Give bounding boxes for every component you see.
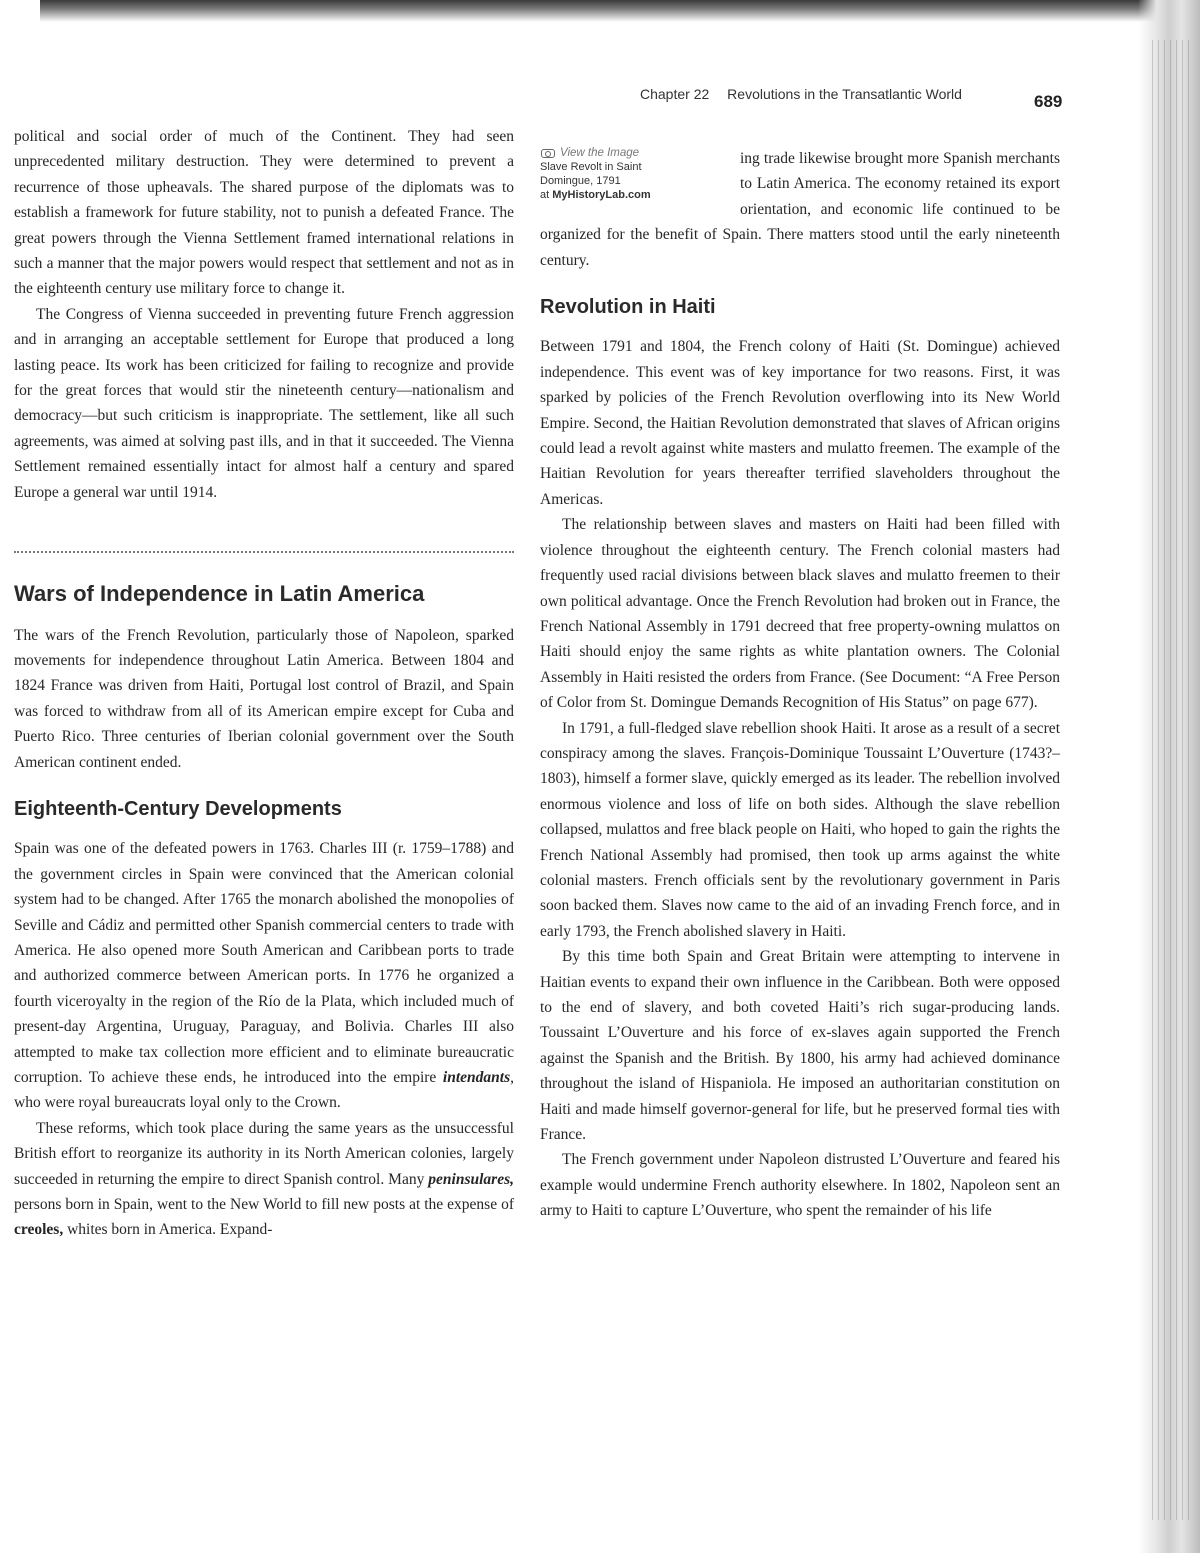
caption-line: Slave Revolt in Saint	[540, 161, 642, 173]
paragraph: The French government under Napoleon distrusted L’Ouverture and feared his example would undermine French authority elsewhere. In 1802, Napoleon sent an army to Haiti to capture L’Ouverture, who spent the remainder of his life	[540, 1151, 1060, 1220]
page-number: 689	[1034, 92, 1063, 111]
intro-block	[540, 142, 1060, 273]
paragraph: In 1791, a full-fledged slave rebellion shook Haiti. It arose as a result of a secret conspiracy among the slaves. François-Dominique Toussaint L’Ouverture (1743?–1803), himself a former slave, quickly emerged as its leader. The rebellion involved enormous violence and loss of life on both sides. Although the slave rebellion collapsed, mulattos and free black people on Haiti, who hoped to gain the rights the French National Assembly had promised, then took up arms against the white colonial masters. French officials sent by the revolutionary government in Paris soon backed them. Slaves now came to the aid of an invading French force, and in early 1793, the French abolished slavery in Haiti.	[540, 719, 1060, 940]
key-term-text: intendants	[442, 1069, 511, 1086]
left-column	[14, 124, 514, 1243]
right-column	[540, 142, 1060, 1224]
paragraph: By this time both Spain and Great Britain were attempting to intervene in Haitian events to expand their own influence in the Caribbean. Both were opposed to the end of slavery, and both coveted Haiti’s rich sugar-producing lands. Toussaint L’Ouverture and his force of ex-slaves again supported the French against the Spanish and the British. By 1800, his army had achieved dominance throughout the island of Hispaniola. He imposed an authoritarian constitution on Haiti and made himself governor-general for life, but he preserved formal ties with France.	[540, 948, 1060, 1144]
scan-top-shadow	[40, 0, 1180, 22]
camera-icon	[540, 147, 556, 159]
subsection-heading: Eighteenth-Century Developments	[14, 797, 342, 820]
view-label: View the Image	[560, 147, 640, 159]
section-heading: Wars of Independence in Latin America	[14, 581, 425, 607]
paragraph	[14, 836, 514, 1115]
running-head	[640, 86, 1080, 112]
site-name: MyHistoryLab.com	[552, 189, 651, 201]
key-term-text: peninsulares,	[428, 1170, 514, 1188]
scan-page-edges	[1152, 40, 1192, 1520]
paragraph: Between 1791 and 1804, the French colony of Haiti (St. Domingue) achieved independence. This event was of key importance for two reasons. First, it was sparked by policies of the French Revolution overflowing into its New World Empire. Second, the Haitian Revolution demonstrated that slaves of African origins could lead a revolt against white masters and mulatto freemen. The example of the Haitian Revolution for years thereafter terrified slaveholders throughout the Americas.	[540, 338, 1060, 508]
paragraph: The Congress of Vienna succeeded in preventing future French aggression and in arranging an acceptable settlement for Europe that produced a long lasting peace. Its work has been criticized for failing to recognize and provide for the great forces that would stir the nineteenth century—nationalism and democracy—but such criticism is inappropriate. The settlement, like all such agreements, was aimed at solving past ills, and in that it succeeded. The Vienna Settlement remained essentially intact for almost half a century and spared Europe a general war until 1914.	[14, 305, 514, 501]
text-run: persons born in Spain, went to the New World to fill new posts at the expense of	[14, 1196, 514, 1214]
key-term	[443, 1069, 510, 1086]
paragraph: political and social order of much of the Continent. They had seen unprecedented military destruction. They were determined to prevent a recurrence of those upheavals. The shared purpose of the diplomats was to establish a framework for future stability, not to punish a defeated France. The great powers through the Vienna Settlement framed international relations in such a manner that the major powers would respect that settlement and not as in the eighteenth century use military force to change it.	[14, 128, 514, 298]
paragraph: The wars of the French Revolution, particularly those of Napoleon, sparked movements for independence throughout Latin America. Between 1804 and 1824 France was driven from Haiti, Portugal lost control of Brazil, and Spain was forced to withdraw from all of its American empire except for Cuba and Puerto Rico. Three centuries of Iberian colonial government over the South American continent ended.	[14, 626, 514, 771]
text-run: These reforms, which took place during the same years as the unsuccessful British effort to reorganize its authority in its North American colonies, largely succeeded in returning the empire to direct Spanish control. Many	[14, 1119, 514, 1188]
section-heading: Revolution in Haiti	[540, 296, 716, 319]
text-run: Spain was one of the defeated powers in 1763. Charles III (r. 1759–1788) and the government circles in Spain were convinced that the American colonial system had to be changed. After 1765 the monarch abolished the monopolies of Seville and Cádiz and permitted other Spanish commercial centers to trade with America. He also opened more South American and Caribbean ports to trade and authorized commerce between American ports. In 1776 he organized a fourth viceroyalty in the region of the Río de la Plata, which included much of present-day Argentina, Uruguay, Paraguay, and Bolivia. Charles III also attempted to make tax collection more efficient and to eliminate bureaucratic corruption. To achieve these ends, he introduced into the empire	[14, 840, 514, 1086]
chapter-label: Chapter 22	[640, 86, 710, 102]
paragraph: The relationship between slaves and masters on Haiti had been filled with violence throughout the eighteenth century. The French colonial masters had frequently used racial divisions between black slaves and mulatto freemen to their own political advantage. Once the French Revolution had broken out in France, the French National Assembly in 1791 decreed that free property-owning mulattos on Haiti should enjoy the same rights as white plantation owners. The Colonial Assembly in Haiti resisted the orders from France. (See Document: “A Free Person of Color from St. Domingue Demands Recognition of His Status” on page 677).	[540, 516, 1060, 712]
key-term	[428, 1171, 514, 1188]
caption-prefix: at	[540, 189, 550, 201]
view-image-link[interactable]	[540, 146, 730, 222]
view-line	[540, 146, 730, 160]
paragraph	[14, 1116, 514, 1243]
text-run: whites born in America. Expand-	[67, 1221, 273, 1239]
chapter-title: Revolutions in the Transatlantic World	[727, 86, 962, 102]
key-term: creoles,	[14, 1221, 64, 1239]
paragraph: ing trade likewise brought more Spanish merchants to Latin America. The economy retained its export orientation, and economic life continued to be organized for the benefit of Spain. There matters stood until the early nineteenth century.	[540, 150, 1060, 269]
caption-line: Domingue, 1791	[540, 175, 621, 187]
section-divider	[14, 551, 514, 553]
text-run: , who were royal bureaucrats loyal only to the Crown.	[14, 1069, 514, 1112]
caption-line	[540, 188, 730, 202]
